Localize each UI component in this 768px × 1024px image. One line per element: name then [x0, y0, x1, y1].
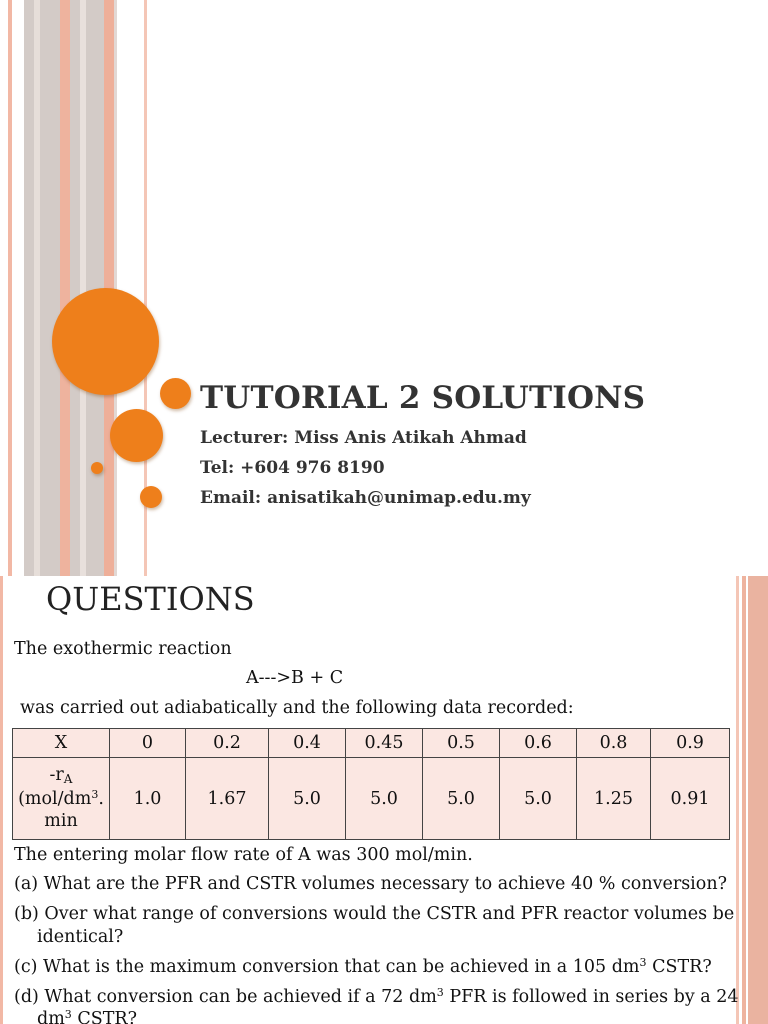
reaction-equation: A--->B + C — [246, 668, 344, 688]
decorative-circle-small-2 — [140, 486, 162, 508]
decorative-stripe — [742, 576, 746, 1024]
rate-unit-dot: . — [98, 788, 104, 809]
table-cell: 5.0 — [423, 758, 500, 840]
decorative-circle-tiny — [91, 462, 103, 474]
question-d2-end: CSTR? — [71, 1009, 137, 1024]
table-cell: 0.9 — [651, 729, 730, 758]
question-d2-superscript: 3 — [64, 1008, 72, 1021]
rate-label: -r — [49, 764, 64, 785]
questions-slide — [0, 576, 768, 1024]
table-cell: 5.0 — [346, 758, 423, 840]
lecturer-email: Email: anisatikah@unimap.edu.my — [200, 488, 531, 508]
question-c-end: CSTR? — [646, 957, 712, 977]
question-b-line2: identical? — [37, 927, 124, 947]
table-row-rate — [13, 758, 730, 840]
table-cell: 0.5 — [423, 729, 500, 758]
condition-text: was carried out adiabatically and the following data recorded: — [20, 698, 574, 718]
table-cell: 0.6 — [500, 729, 577, 758]
question-d2-text: dm — [37, 1009, 65, 1024]
decorative-stripe — [8, 0, 12, 576]
question-d-end: PFR is followed in series by a 24 — [443, 987, 739, 1007]
question-c-text: (c) What is the maximum conversion that can be achieved in a 105 dm — [14, 957, 640, 977]
rate-unit-superscript: 3 — [91, 787, 99, 801]
table-header-rate — [13, 758, 110, 840]
rate-label-subscript: A — [63, 771, 73, 786]
decorative-circle-large — [52, 288, 159, 395]
decorative-stripe — [60, 0, 70, 576]
decorative-stripe — [748, 576, 768, 1024]
decorative-stripe — [0, 576, 3, 1024]
data-table — [12, 728, 730, 840]
table-cell: 1.25 — [577, 758, 651, 840]
table-row-x — [13, 729, 730, 758]
flow-rate-text: The entering molar flow rate of A was 300 mol/min. — [14, 845, 473, 865]
table-cell: 0.4 — [269, 729, 346, 758]
decorative-stripe — [80, 0, 86, 576]
question-a: (a) What are the PFR and CSTR volumes necessary to achieve 40 % conversion? — [14, 874, 727, 894]
slide-title: TUTORIAL 2 SOLUTIONS — [200, 380, 646, 416]
table-cell: 1.0 — [110, 758, 186, 840]
table-header-x: X — [13, 729, 110, 758]
table-cell: 0.45 — [346, 729, 423, 758]
rate-unit: (mol/dm — [18, 788, 92, 809]
table-cell: 1.67 — [186, 758, 269, 840]
lecturer-name: Lecturer: Miss Anis Atikah Ahmad — [200, 428, 527, 448]
question-d-superscript: 3 — [436, 986, 444, 999]
table-cell: 5.0 — [269, 758, 346, 840]
rate-unit-min: min — [44, 811, 78, 832]
table-cell: 0.91 — [651, 758, 730, 840]
intro-text: The exothermic reaction — [14, 639, 232, 659]
decorative-circle-medium — [110, 409, 163, 462]
question-c — [14, 956, 712, 977]
table-cell: 0 — [110, 729, 186, 758]
question-d-text: (d) What conversion can be achieved if a 72 dm — [14, 987, 437, 1007]
table-cell: 0.8 — [577, 729, 651, 758]
decorative-circle-small — [160, 378, 191, 409]
question-c-superscript: 3 — [639, 956, 647, 969]
table-cell: 5.0 — [500, 758, 577, 840]
lecturer-tel: Tel: +604 976 8190 — [200, 458, 385, 478]
decorative-stripe — [34, 0, 40, 576]
decorative-stripe — [736, 576, 739, 1024]
question-d — [14, 986, 739, 1007]
question-d-line2 — [37, 1008, 137, 1024]
question-b-line1: (b) Over what range of conversions would the CSTR and PFR reactor volumes be — [14, 904, 735, 924]
table-cell: 0.2 — [186, 729, 269, 758]
questions-heading: QUESTIONS — [46, 580, 255, 618]
